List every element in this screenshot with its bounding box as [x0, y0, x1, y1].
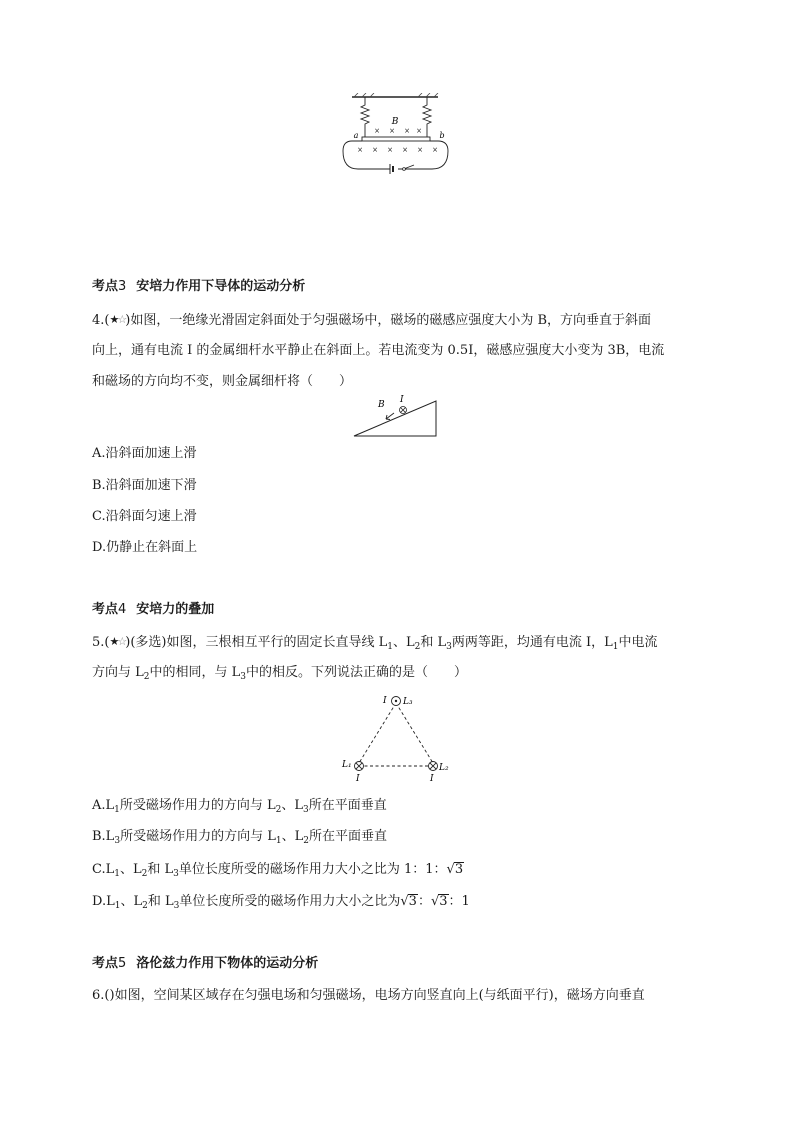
question-text: 如图，一绝缘光滑固定斜面处于匀强磁场中，磁场的磁感应强度大小为 B，方向垂直于斜面: [130, 313, 651, 328]
text-part: 单位长度所受的磁场作用力大小之比为: [179, 894, 401, 909]
text-part: 中的相同，与 L: [149, 665, 241, 680]
option-b[interactable]: [92, 828, 387, 846]
radicand: 3: [408, 894, 417, 909]
label-B: B: [391, 117, 399, 127]
question-6-line-1: [92, 987, 645, 1005]
text-part: 如图，三根相互平行的固定长直导线 L: [166, 635, 388, 650]
subscript: 2: [141, 869, 148, 879]
question-text: 如图，空间某区域存在匀强电场和匀强磁场，电场方向竖直向上(与纸面平行)，磁场方向垂直: [114, 988, 645, 1003]
subscript: 3: [173, 869, 179, 879]
svg-text:×: ×: [387, 146, 393, 154]
figure-three-wires: [338, 690, 458, 785]
text-part: 、L: [392, 635, 415, 650]
option-c[interactable]: C.沿斜面匀速上滑: [92, 509, 197, 524]
subscript: 2: [303, 836, 309, 846]
section-title: 洛伦兹力作用下物体的运动分析: [136, 956, 319, 971]
sqrt-icon: √: [430, 894, 440, 909]
question-4-line-1: 4.(★☆)如图，一绝缘光滑固定斜面处于匀强磁场中，磁场的磁感应强度大小为 B，方向垂直于斜面: [92, 313, 651, 328]
section-label: 考点: [92, 956, 119, 971]
text-part: 所受磁场作用力的方向与 L: [119, 798, 276, 813]
text-part: A.L: [92, 798, 115, 813]
question-number: 6.: [92, 988, 105, 1003]
label-I-right: I: [430, 774, 434, 784]
difficulty-stars-icon: ★☆: [109, 313, 126, 326]
label-L2: L₂: [439, 763, 449, 773]
svg-text:×: ×: [404, 127, 410, 135]
text-part: 所在平面垂直: [308, 829, 387, 844]
option-c[interactable]: [92, 861, 464, 879]
section-title: 安培力作用下导体的运动分析: [136, 279, 306, 294]
label-I-top: I: [383, 696, 387, 706]
text-part: ：1: [448, 894, 470, 909]
svg-text:×: ×: [389, 127, 395, 135]
question-number: 5.: [92, 635, 105, 650]
label-b: b: [439, 131, 445, 140]
text-part: 所在平面垂直: [308, 798, 387, 813]
subscript: 1: [114, 805, 120, 815]
text-part: 、L: [119, 862, 142, 877]
difficulty-stars-icon: ★☆: [109, 635, 126, 648]
section-number: 5: [118, 956, 127, 971]
section-heading-5: [92, 955, 318, 973]
text-part: 两两等距，均通有电流 I，L: [451, 635, 613, 650]
text-part: ：: [417, 894, 431, 909]
label-L1: L₁: [342, 760, 352, 770]
option-d[interactable]: D.仍静止在斜面上: [92, 540, 198, 555]
text-part: 、L: [281, 829, 304, 844]
radicand: 3: [439, 894, 448, 909]
text-part: 中的相反。下列说法正确的是（ ）: [246, 665, 468, 680]
question-4-line-3: 和磁场的方向均不变，则金属细杆将（ ）: [92, 374, 353, 389]
svg-text:×: ×: [432, 146, 438, 154]
question-number: 4.: [92, 313, 105, 328]
option-d[interactable]: [92, 893, 470, 911]
radicand: 3: [454, 862, 464, 877]
subscript: 3: [173, 901, 180, 911]
question-4-line-2: 向上，通有电流 I 的金属细杆水平静止在斜面上。若电流变为 0.5I，磁感应强度大小变为 3B，电流: [92, 343, 665, 358]
option-a[interactable]: [92, 797, 387, 815]
text-part: 和 L: [147, 862, 174, 877]
sqrt-icon: √: [400, 894, 409, 909]
text-part: 和 L: [147, 894, 174, 909]
question-tag: (多选): [130, 635, 167, 650]
figure-incline: [350, 391, 442, 439]
figure-suspended-rod: [340, 93, 460, 177]
subscript: 1: [114, 901, 121, 911]
text-part: B.L: [92, 829, 115, 844]
section-label: 考点: [92, 602, 119, 617]
question-5-line-1: 5.(★☆)(多选)如图，三根相互平行的固定长直导线 $L_1$、$L_2$和 $L_3$两两等距，均通有电流 I，$L_1$中电流: [92, 635, 658, 652]
question-5-line-2: 方向与 $L_2$中的相同，与 $L_3$中的相反。下列说法正确的是（ ）: [92, 665, 468, 682]
svg-text:×: ×: [372, 146, 378, 154]
svg-text:×: ×: [402, 146, 408, 154]
text-part: 、L: [281, 798, 304, 813]
text-part: 中电流: [618, 635, 658, 650]
label-I: I: [400, 395, 404, 405]
svg-text:×: ×: [416, 127, 422, 135]
section-heading-3: [92, 278, 305, 296]
option-a[interactable]: A.沿斜面加速上滑: [92, 446, 197, 461]
subscript: 1: [114, 869, 120, 879]
svg-text:×: ×: [417, 146, 423, 154]
question-tag: (): [104, 988, 115, 1003]
text-part: 所受磁场作用力的方向与 L: [120, 829, 276, 844]
subscript: 3: [114, 836, 121, 846]
text-part: 单位长度所受的磁场作用力大小之比为 1：1：: [178, 862, 447, 877]
section-number: 4: [118, 602, 127, 617]
text-part: 方向与 L: [92, 665, 144, 680]
section-heading-4: [92, 601, 214, 619]
label-L3: L₃: [403, 697, 413, 707]
option-b[interactable]: B.沿斜面加速下滑: [92, 478, 197, 493]
svg-text:×: ×: [374, 127, 380, 135]
label-B: B: [378, 400, 385, 410]
sqrt-icon: √: [446, 862, 455, 877]
subscript: 2: [275, 805, 282, 815]
subscript: 2: [142, 901, 148, 911]
section-number: 3: [118, 279, 127, 294]
subscript: 3: [303, 805, 309, 815]
label-a: a: [353, 131, 359, 140]
section-label: 考点: [92, 279, 119, 294]
text-part: D.L: [92, 894, 115, 909]
svg-text:×: ×: [357, 146, 363, 154]
text-part: C.L: [92, 862, 115, 877]
subscript: 1: [275, 836, 282, 846]
section-title: 安培力的叠加: [136, 602, 215, 617]
label-I-left: I: [356, 774, 360, 784]
text-part: 和 L: [420, 635, 447, 650]
text-part: 、L: [120, 894, 143, 909]
